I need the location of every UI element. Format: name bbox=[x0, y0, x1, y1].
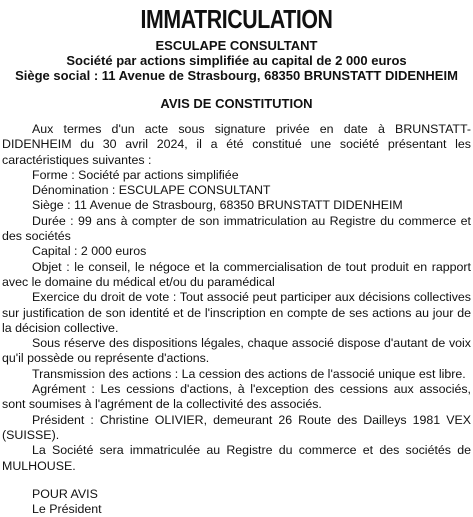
company-header bbox=[2, 38, 471, 83]
signature-pour-avis: POUR AVIS bbox=[32, 486, 98, 501]
signature-president: Le Président bbox=[32, 502, 102, 517]
notice-body bbox=[2, 122, 471, 474]
company-form-capital: Société par actions simplifiée au capital de 2 000 euros bbox=[66, 53, 407, 68]
paragraph-transmission: Transmission des actions : La cession des actions de l'associé unique est libre. bbox=[32, 366, 466, 381]
company-siege: Siège social : 11 Avenue de Strasbourg, 68350 BRUNSTATT DIDENHEIM bbox=[15, 68, 458, 83]
paragraph-droit-de-vote: Exercice du droit de vote : Tout associé peut participer aux décisions collectives sur justification de son identité et de l'inscription en compte de ses actions au jour de la décision collective. bbox=[2, 290, 471, 335]
company-name: ESCULAPE CONSULTANT bbox=[155, 38, 318, 53]
paragraph-immatriculation: La Société sera immatriculée au Registre du commerce et des sociétés de MULHOUSE. bbox=[2, 443, 471, 473]
paragraph-president: Président : Christine OLIVIER, demeurant 26 Route des Dailleys 1981 VEX (SUISSE). bbox=[2, 412, 471, 442]
paragraph-agrement: Agrément : Les cessions d'actions, à l'exception des cessions aux associés, sont soumises à l'agrément de la collectivité des associés. bbox=[2, 382, 471, 412]
notice-title: AVIS DE CONSTITUTION bbox=[160, 96, 313, 111]
paragraph-intro: Aux termes d'un acte sous signature privée en date à BRUNSTATT-DIDENHEIM du 30 avril 2024, il a été constitué une société présentant les caractéristiques suivantes : bbox=[2, 122, 471, 167]
masthead-title: IMMATRICULATION bbox=[140, 4, 333, 34]
paragraph-duree: Durée : 99 ans à compter de son immatriculation au Registre du commerce et des sociétés bbox=[2, 213, 471, 244]
paragraph-siege: Siège : 11 Avenue de Strasbourg, 68350 BRUNSTATT DIDENHEIM bbox=[32, 198, 403, 213]
paragraph-capital: Capital : 2 000 euros bbox=[32, 244, 147, 259]
paragraph-forme: Forme : Société par actions simplifiée bbox=[32, 167, 239, 182]
legal-notice bbox=[0, 3, 473, 516]
paragraph-voix: Sous réserve des dispositions légales, chaque associé dispose d'autant de voix qu'il possède ou représente d'actions. bbox=[2, 336, 471, 366]
paragraph-objet: Objet : le conseil, le négoce et la commercialisation de tout produit en rapport avec le domaine du médical et/ou du paramédical bbox=[2, 259, 471, 289]
signature-block bbox=[2, 487, 471, 517]
paragraph-denomination: Dénomination : ESCULAPE CONSULTANT bbox=[32, 183, 271, 198]
